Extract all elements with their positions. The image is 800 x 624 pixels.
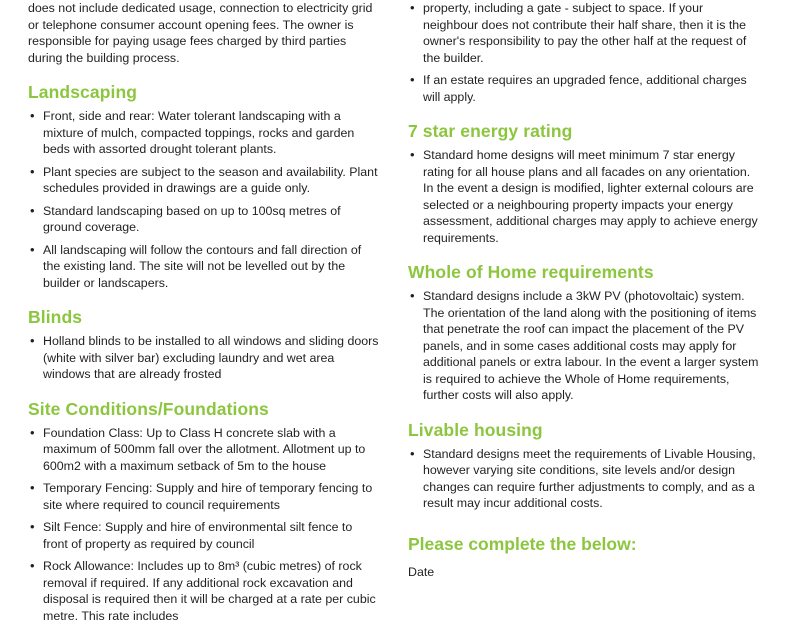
list-item: • Standard home designs will meet minimum 7 star energy rating for all house plans and all facades on any orientation. In the event a design is modified, lighter external colours are selected or a neighbouring property impacts your energy assessment, additional charges may apply to achieve energy requirements. xyxy=(408,147,760,246)
two-column-layout xyxy=(28,0,772,623)
blinds-list xyxy=(28,333,380,383)
list-item: • Front, side and rear: Water tolerant landscaping with a mixture of mulch, compacted toppings, rocks and garden beds with assorted drought tolerant plants. xyxy=(28,108,380,158)
list-item: • All landscaping will follow the contours and fall direction of the existing land. The site will not be levelled out by the builder or landscapers. xyxy=(28,242,380,292)
continued-paragraph: does not include dedicated usage, connection to electricity grid or telephone consumer account opening fees. The owner is responsible for paying usage fees charged by third parties during the building process. xyxy=(28,1,373,65)
right-column xyxy=(408,0,760,600)
section-heading-blinds: Blinds xyxy=(28,307,83,328)
whole-of-home-list xyxy=(408,288,760,404)
section-heading-landscaping: Landscaping xyxy=(28,82,138,102)
list-item: • Plant species are subject to the season and availability. Plant schedules provided in drawings are a guide only. xyxy=(28,164,380,197)
landscaping-list xyxy=(28,108,380,291)
list-item: • Foundation Class: Up to Class H concrete slab with a maximum of 500mm fall over the allotment. Allotment up to 600m2 with a maximum setback of 5m to the house xyxy=(28,425,380,475)
list-item: • Standard landscaping based on up to 100sq metres of ground coverage. xyxy=(28,203,380,236)
energy-rating-list xyxy=(408,147,760,246)
form-heading: Please complete the below: xyxy=(408,533,637,554)
section-heading-7-star-energy-rating: 7 star energy rating xyxy=(408,121,573,141)
list-item: • Standard designs meet the requirements of Livable Housing, however varying site conditions, site levels and/or design changes can require further adjustments to comply, and as a result may incur additional costs. xyxy=(408,446,760,512)
left-column xyxy=(28,0,380,623)
section-heading-whole-of-home-requirements: Whole of Home requirements xyxy=(408,262,654,283)
section-heading-livable-housing: Livable housing xyxy=(408,419,543,440)
form-field-label-date: Date xyxy=(408,564,435,579)
continued-fencing-list xyxy=(408,0,760,105)
section-heading-site-conditions-foundations: Site Conditions/Foundations xyxy=(28,398,269,419)
list-item: • If an estate requires an upgraded fence, additional charges will apply. xyxy=(408,72,760,105)
site-conditions-list xyxy=(28,425,380,624)
list-item: • Silt Fence: Supply and hire of environmental silt fence to front of property as required by council xyxy=(28,519,380,552)
list-item: • Temporary Fencing: Supply and hire of temporary fencing to site where required to council requirements xyxy=(28,480,380,513)
list-item: • Standard designs include a 3kW PV (photovoltaic) system. The orientation of the land along with the positioning of items that penetrate the roof can impact the placement of the PV panels, and in some cases additional costs may apply for additional panels or extra labour. In the event a larger system is required to achieve the Whole of Home requirements, further costs will also apply. xyxy=(408,288,760,404)
livable-housing-list xyxy=(408,446,760,512)
list-item: • property, including a gate - subject to space. If your neighbour does not contribute their half share, then it is the owner's responsibility to pay the other half at the request of the builder. xyxy=(408,0,760,66)
list-item: • Holland blinds to be installed to all windows and sliding doors (white with silver bar) excluding laundry and wet area windows that are already frosted xyxy=(28,333,380,383)
list-item: • Rock Allowance: Includes up to 8m³ (cubic metres) of rock removal if required. If any additional rock excavation and disposal is required then it will be charged at a rate per cubic metre. This rate includes xyxy=(28,558,380,624)
